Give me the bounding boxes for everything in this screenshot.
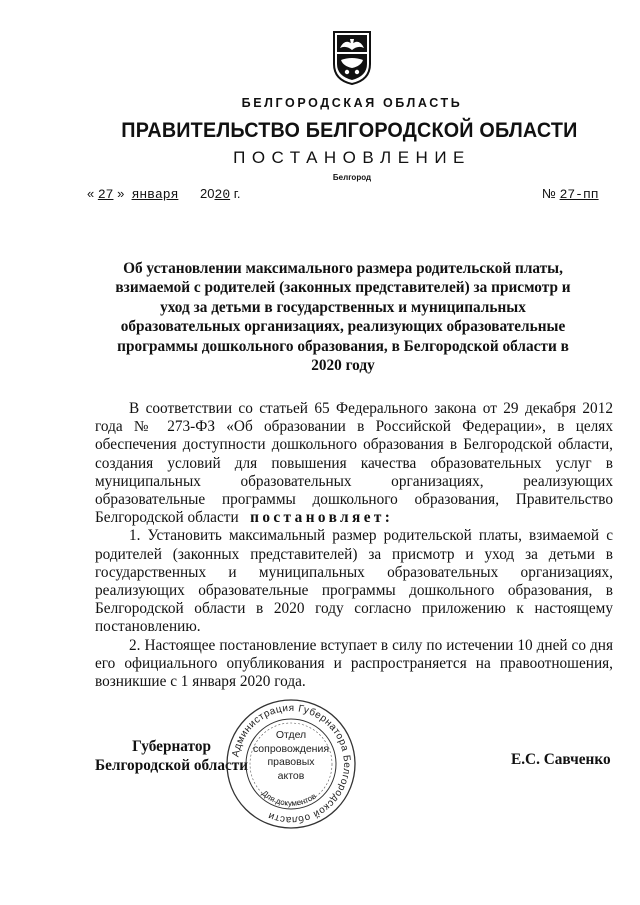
document-body — [95, 400, 613, 691]
signatory-position-line-1: Губернатор — [132, 738, 211, 755]
number-value: 27-пп — [559, 187, 599, 202]
signatory-position-line-2: Белгородской области — [95, 756, 249, 774]
stamp-line-1: Отдел — [275, 729, 307, 741]
region-heading: БЕЛГОРОДСКАЯ ОБЛАСТЬ — [241, 96, 463, 110]
preamble-text: В соответствии со статьей 65 Федерального закона от 29 декабря 2012 года № 273-ФЗ «Об образовании в Российской Федерации», в целях обеспечения доступности дошкольного образования в Белгородской области, создания условий для повышения качества образовательных услуг в муниципальных образовательных организациях, реализующих образовательные программы дошкольного образования, Правительство Белгородской области — [95, 400, 613, 527]
city-label: Белгород — [332, 173, 372, 182]
clause-1-paragraph: 1. Установить максимальный размер родительской платы, взимаемой с родителей (законных представителей) за присмотр и уход за детьми в государственных и муниципальных образовательных организациях, реализующих образовательные программы дошкольного образования, в Белгородской области в 2020 году согласно приложению к настоящему постановлению. — [95, 527, 613, 636]
stamp-bottom-text: Для документов — [260, 788, 318, 808]
clause-2-paragraph: 2. Настоящее постановление вступает в силу по истечении 10 дней со дня его официального опубликования и распространяется на правоотношения, возникшие с 1 января 2020 года. — [95, 636, 613, 691]
document-date — [87, 186, 241, 202]
stamp-ring-text: Администрация Губернатора Белгородской области — [230, 702, 353, 826]
government-heading: ПРАВИТЕЛЬСТВО БЕЛГОРОДСКОЙ ОБЛАСТИ — [121, 118, 578, 142]
date-day: 27 — [97, 187, 114, 202]
coat-of-arms-emblem — [331, 30, 373, 86]
resolves-word: постановляет: — [250, 509, 394, 527]
stamp-line-4: актов — [277, 769, 305, 782]
date-open-quote: « — [87, 186, 95, 201]
document-number — [542, 186, 599, 202]
date-year-mark: г. — [233, 186, 241, 201]
date-year-suffix: 20 — [214, 187, 231, 202]
preamble-paragraph — [95, 400, 613, 527]
date-month: января — [131, 187, 179, 202]
number-prefix: № — [542, 186, 556, 201]
stamp-line-3: правовых — [267, 756, 315, 768]
stamp-center-text — [247, 729, 335, 783]
date-year-prefix: 20 — [200, 186, 215, 201]
date-close-quote: » — [117, 186, 125, 201]
document-type-heading: ПОСТАНОВЛЕНИЕ — [233, 148, 471, 167]
document-title: Об установлении максимального размера родительской платы, взимаемой с родителей (законных представителей) за присмотр и уход за детьми в государственных и муниципальных образовательных организациях, реализующих образовательные программы дошкольного образования, в Белгородской области в 2020 году — [115, 260, 571, 375]
signatory-name: Е.С. Савченко — [511, 751, 611, 768]
stamp-line-2: сопровождения — [252, 742, 330, 755]
